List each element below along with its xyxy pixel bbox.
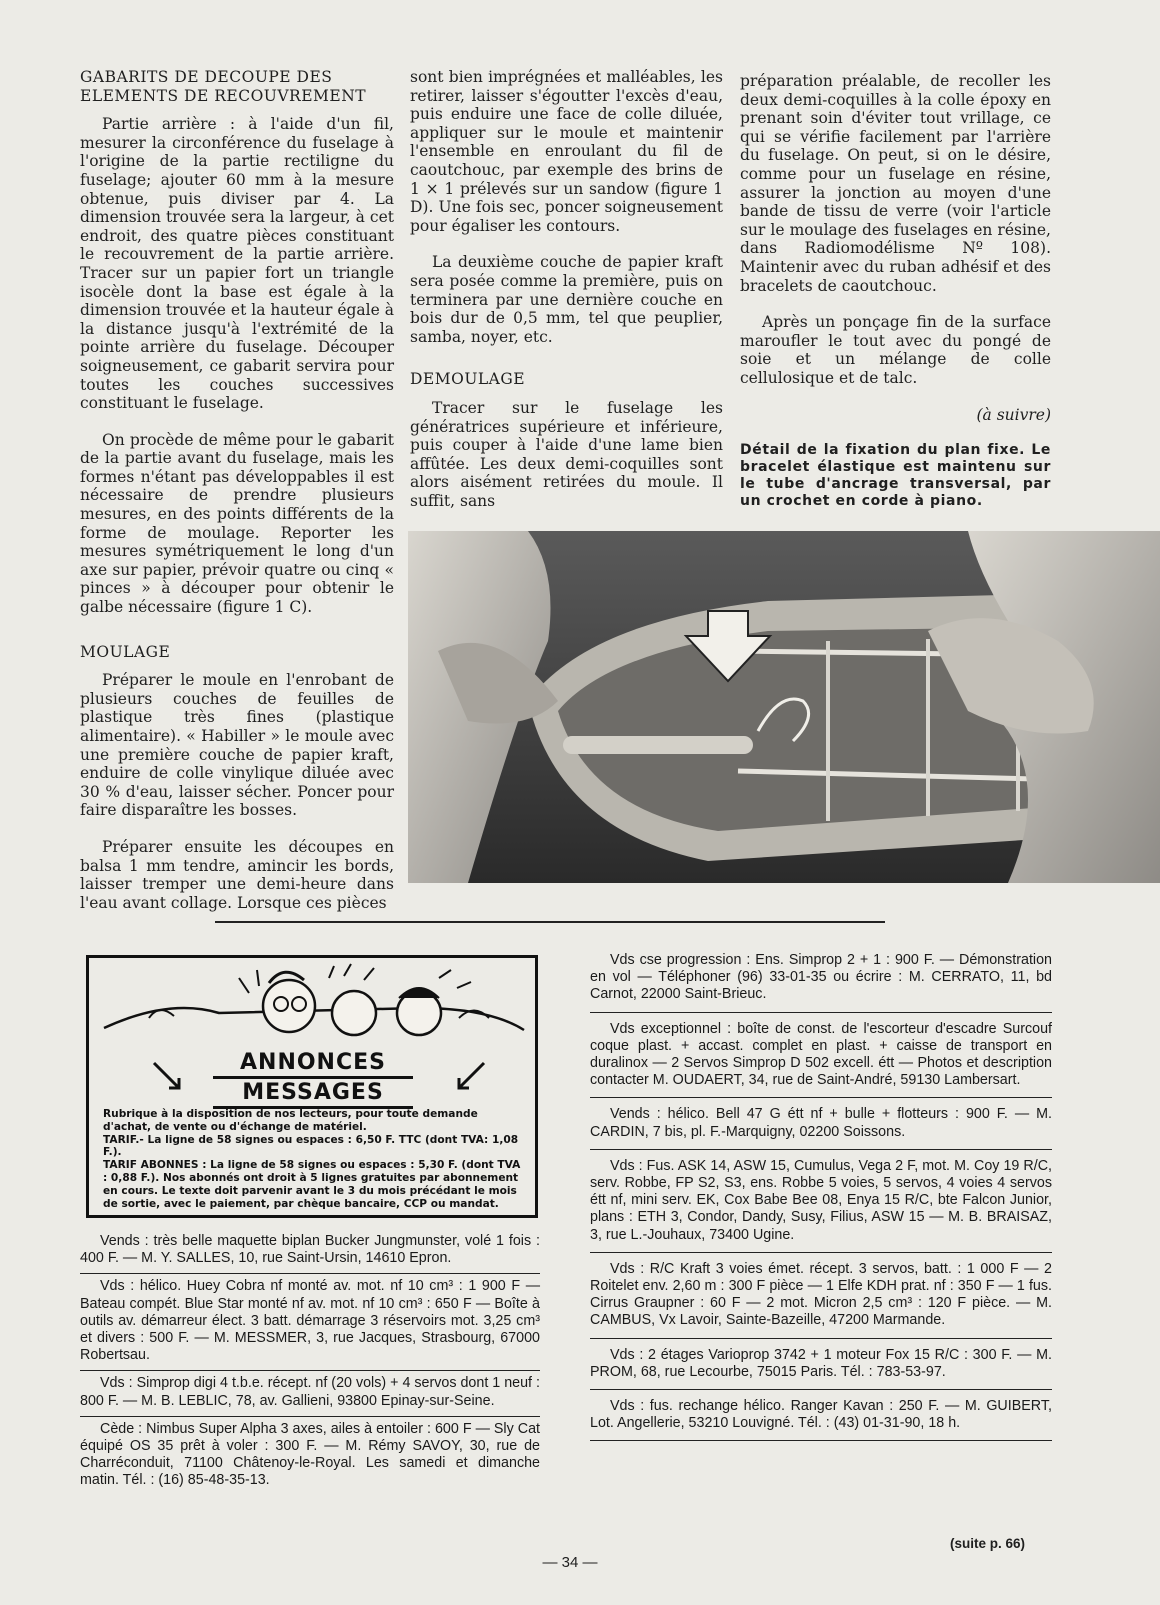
paragraph: préparation préalable, de recoller les deux demi-coquilles à la colle époxy en prenant soin d'éviter tout vrillage, ce qui se vérifie facilement par l'arrière du fuselage. On peut, si on le désire, comme pour un fuselage en résine, assurer la jonction au moyen d'une bande de tissu de verre (voir l'article sur le moulage des fuselages en résine, dans Radiomodélisme Nº 108). Maintenir avec du ruban adhésif et des bracelets de caoutchouc. (740, 72, 1051, 295)
classified-ad: Vds : Fus. ASK 14, ASW 15, Cumulus, Vega 2 F, mot. M. Coy 19 R/C, serv. Robbe, FP S2, S3, ens. Robbe 5 voies, 5 servos, 4 voies 4 servos étt nf, mini serv. EK, Cox Babe Bee 08, Enya 15 R/C, bte Falcon Junior, plans : ETH 3, Condor, Dandy, Susy, Filius, ASW 15 — M. B. BRAISAZ, 3, rue L.-Jouhaux, 73400 Ugine. (590, 1150, 1052, 1253)
pointing-hand-icon (149, 1058, 189, 1098)
continued-note: (suite p. 66) (950, 1536, 1026, 1551)
classified-ad: Vds : fus. rechange hélico. Ranger Kavan : 250 F. — M. GUIBERT, Lot. Angellerie, 53210 Louvigné. Tél. : (43) 01-31-90, 18 h. (590, 1390, 1052, 1441)
announcements-body (103, 1108, 523, 1210)
page-number: — 34 — (542, 1554, 598, 1571)
paragraph: Après un ponçage fin de la surface maroufler le tout avec du pongé de soie et un mélange de colle cellulosique et de talc. (740, 313, 1051, 387)
section-divider (215, 921, 885, 923)
paragraph: Partie arrière : à l'aide d'un fil, mesurer la circonférence du fuselage à l'origine de la partie rectiligne du fuselage; ajouter 60 mm à la mesure obtenue, puis diviser par 4. La dimension trouvée sera la largeur, à cet endroit, des quatre pièces constituant le recouvrement de la partie arrière. Tracer sur un papier fort un triangle isocèle dont la base est égale à la dimension trouvée et la hauteur égale à la distance jusqu'à l'extrémité de la pointe arrière du fuselage. Découper soigneusement, ce gabarit servira pour toutes les couches successives constituant le fuselage. (80, 115, 394, 413)
paragraph: On procède de même pour le gabarit de la partie avant du fuselage, mais les formes n'étant pas développables il est nécessaire de prendre plusieurs mesures, en des points différents de la forme de moulage. Reporter les mesures symétriquement le long d'un axe sur papier, prévoir quatre ou cinq « pinces » à découper pour obtenir le galbe nécessaire (figure 1 C). (80, 430, 394, 617)
heading-messages: MESSAGES (213, 1079, 413, 1109)
photo-caption: Détail de la fixation du plan fixe. Le bracelet élastique est maintenu sur le tube d'ancrage transversal, par un crochet en corde à piano. (740, 442, 1051, 510)
section-heading-demoulage: DEMOULAGE (410, 370, 526, 389)
announcements-heading (213, 1050, 413, 1109)
classified-ad: Vends : très belle maquette biplan Bucker Jungmunster, volé 1 fois : 400 F. — M. Y. SALLES, 10, rue Saint-Ursin, 14610 Epron. (80, 1229, 540, 1274)
section-heading-moulage: MOULAGE (80, 642, 171, 661)
article-column-2 (410, 68, 723, 528)
paragraph: La deuxième couche de papier kraft sera posée comme la première, puis on terminera par une dernière couche en bois dur de 0,5 mm, tel que peuplier, samba, noyer, etc. (410, 253, 723, 346)
paragraph: Préparer ensuite les découpes en balsa 1 mm tendre, amincir les bords, laisser tremper une demi-heure dans l'eau avant collage. Lorsque ces pièces (80, 837, 394, 912)
announcements-intro: Rubrique à la disposition de nos lecteurs, pour toute demande d'achat, de vente ou d'échange de matériel. (103, 1108, 478, 1133)
fuselage-detail-photo (408, 531, 1160, 883)
classified-ad: Cède : Nimbus Super Alpha 3 axes, ailes à entoiler : 600 F — Sly Cat équipé OS 35 prêt à voler : 300 F. — M. Rémy SAVOY, 30, rue de Charréconduit, 71100 Châtenoy-le-Royal. Les samedi et dimanche matin. Tél. : (16) 85-48-35-13. (80, 1420, 540, 1489)
kids-peeking-illustration (89, 958, 535, 1050)
paragraph: Préparer le moule en l'enrobant de plusieurs couches de feuilles de plastique très fines (plastique alimentaire). « Habiller » le moule avec une première couche de papier kraft, enduire de colle vinylique diluée avec 30 % d'eau, laisser sécher. Poncer pour faire disparaître les bosses. (80, 671, 394, 820)
to-be-continued: (à suivre) (976, 405, 1051, 424)
classified-ad: Vds exceptionnel : boîte de const. de l'escorteur d'escadre Surcouf coque plast. + accast. complet en plast. + caisse de transport en duralinox — 2 Servos Simprop D 502 excell. étt — Photos et description contacter M. OUDAERT, 34, rue de Saint-André, 59130 Lambersart. (590, 1013, 1052, 1099)
article-column-1 (80, 68, 394, 930)
classifieds-left-column (80, 1229, 540, 1496)
classified-ad: Vds : hélico. Huey Cobra nf monté av. mot. nf 10 cm³ : 1 900 F — Bateau compét. Blue Star monté nf av. mot. nf 10 cm³ : 650 F — Boîte à outils av. démarreur élect. 3 batt. démarrage 3 réservoirs mot. 3,25 cm³ et divers : 500 F. — M. MESSMER, 3, rue Jacques, Strasbourg, 67000 Robertsau. (80, 1274, 540, 1371)
announcements-tarif: TARIF.- La ligne de 58 signes ou espaces : 6,50 F. TTC (dont TVA: 1,08 F.). (103, 1133, 519, 1159)
article-column-3 (740, 72, 1051, 510)
classifieds-right-column (590, 950, 1052, 1441)
heading-annonces: ANNONCES (213, 1050, 413, 1079)
paragraph: Tracer sur le fuselage les génératrices supérieure et inférieure, puis couper à l'aide d'une lame bien affûtée. Les deux demi-coquilles sont alors aisément retirées du moule. Il suffit, sans (410, 398, 723, 510)
announcements-box (86, 955, 538, 1218)
classified-ad: Vds cse progression : Ens. Simprop 2 + 1 : 900 F. — Démonstration en vol — Téléphoner (96) 33-01-35 ou écrire : M. CERRATO, 11, bd Carnot, 22000 Saint-Brieuc. (590, 950, 1052, 1013)
announcements-tarif-abonnes: TARIF ABONNES : La ligne de 58 signes ou espaces : 5,30 F. (dont TVA : 0,88 F.). Nos abonnés ont droit à 5 lignes gratuites par abonnement en cours. Le texte doit parvenir avant le 3 du mois précédant le mois de sortie, avec le paiement, par chèque bancaire, CCP ou mandat. (103, 1159, 521, 1210)
paragraph: sont bien imprégnées et malléables, les retirer, laisser s'égoutter l'excès d'eau, puis enduire une face de colle diluée, appliquer sur le moule et maintenir l'ensemble en enroulant du fil de caoutchouc, par exemple des brins de 1 × 1 prélevés sur un sandow (figure 1 D). Une fois sec, poncer soigneusement pour égaliser les contours. (410, 68, 723, 235)
section-heading-gabarits: GABARITS DE DECOUPE DES ELEMENTS DE RECOUVREMENT (80, 68, 367, 105)
classified-ad: Vds : Simprop digi 4 t.b.e. récept. nf (20 vols) + 4 servos dont 1 neuf : 800 F. — M. B. LEBLIC, 78, av. Gallieni, 93800 Epinay-sur-Seine. (80, 1371, 540, 1416)
classified-ad: Vends : hélico. Bell 47 G étt nf + bulle + flotteurs : 900 F. — M. CARDIN, 7 bis, pl. F.-Marquigny, 02200 Soissons. (590, 1098, 1052, 1149)
photo-illustration (408, 531, 1160, 883)
classified-ad: Vds : R/C Kraft 3 voies émet. récept. 3 servos, batt. : 1 000 F — 2 Roitelet env. 2,60 m : 300 F pièce — 1 Elfe KDH prat. nf : 350 F — 1 fus. Cirrus Graupner : 60 F — 2 mot. Micron 2,5 cm³ : 120 F pièce. — M. CAMBUS, Vx Lavoir, Sainte-Bazeille, 47200 Marmande. (590, 1253, 1052, 1339)
pointing-hand-icon (449, 1058, 489, 1098)
classified-ad: Vds : 2 étages Varioprop 3742 + 1 moteur Fox 15 R/C : 300 F. — M. PROM, 68, rue Lecourbe, 75015 Paris. Tél. : 783-53-97. (590, 1339, 1052, 1390)
